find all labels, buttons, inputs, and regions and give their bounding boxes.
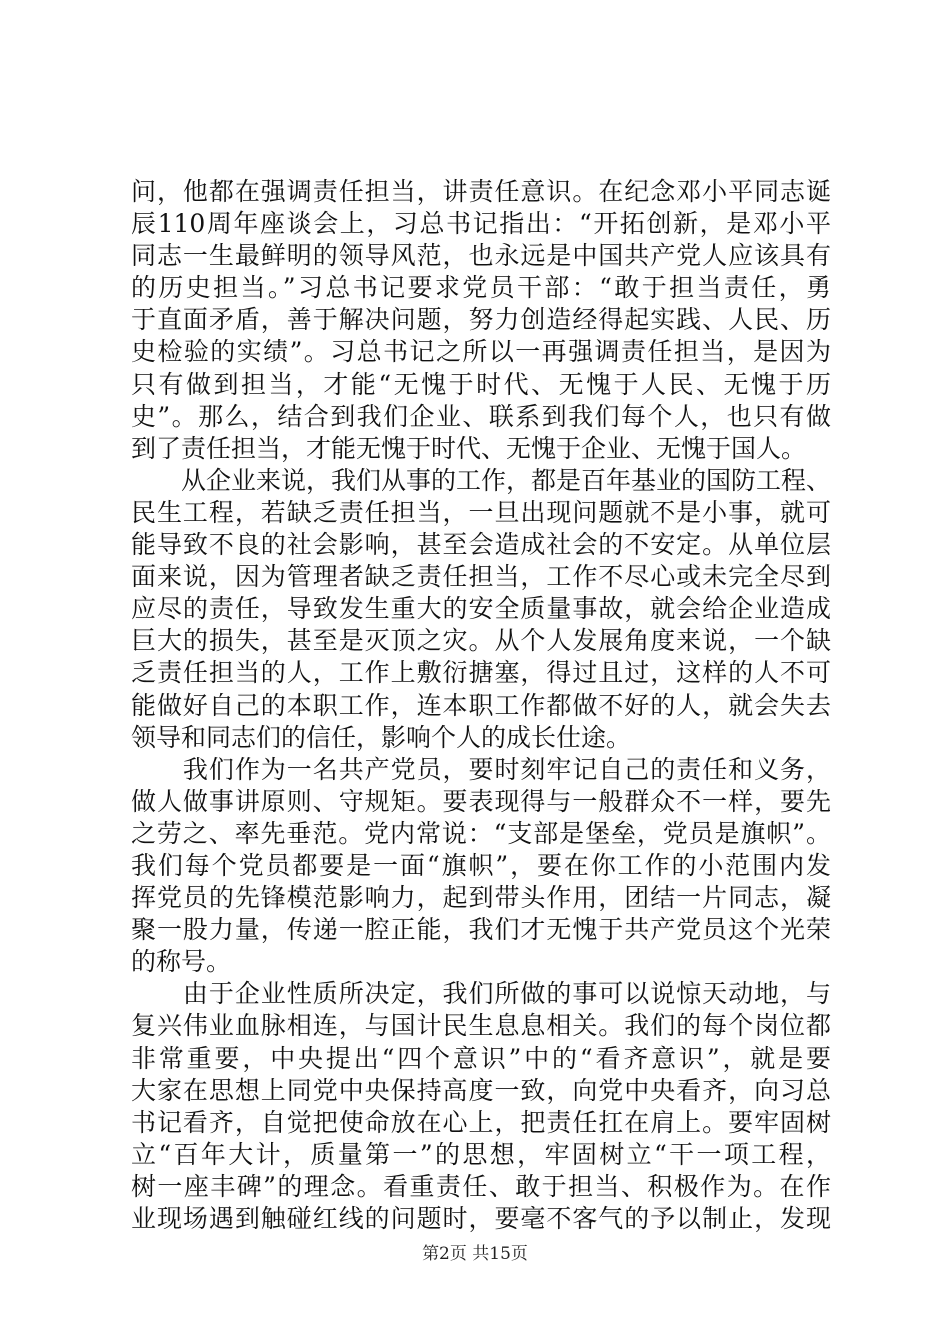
text-line: 的历史担当。”习总书记要求党员干部：“敢于担当责任，勇: [131, 273, 831, 303]
text-line: 能做好自己的本职工作，连本职工作都做不好的人，就会失去: [131, 690, 831, 720]
text-line: 我们作为一名共产党员，要时刻牢记自己的责任和义务，: [131, 754, 831, 784]
text-line: 应尽的责任，导致发生重大的安全质量事故，就会给企业造成: [131, 594, 831, 624]
text-line: 业现场遇到触碰红线的问题时，要毫不客气的予以制止，发现: [131, 1204, 831, 1233]
text-line: 于直面矛盾，善于解决问题，努力创造经得起实践、人民、历: [131, 305, 831, 335]
text-line: 只有做到担当，才能“无愧于时代、无愧于人民、无愧于历: [131, 369, 831, 399]
text-line: 复兴伟业血脉相连，与国计民生息息相关。我们的每个岗位都: [131, 1011, 831, 1041]
text-line: 树一座丰碑”的理念。看重责任、敢于担当、积极作为。在作: [131, 1171, 831, 1201]
text-line: 民生工程，若缺乏责任担当，一旦出现问题就不是小事，就可: [131, 497, 831, 527]
text-line: 非常重要，中央提出“四个意识”中的“看齐意识”，就是要: [131, 1043, 831, 1073]
text-line: 大家在思想上同党中央保持高度一致，向党中央看齐，向习总: [131, 1075, 831, 1105]
text-line: 挥党员的先锋模范影响力，起到带头作用，团结一片同志，凝: [131, 883, 831, 913]
text-line: 辰110周年座谈会上，习总书记指出：“开拓创新，是邓小平: [131, 209, 831, 239]
text-line: 聚一股力量，传递一腔正能，我们才无愧于共产党员这个光荣: [131, 915, 831, 945]
text-line: 史”。那么，结合到我们企业、联系到我们每个人，也只有做: [131, 401, 831, 431]
text-line: 由于企业性质所决定，我们所做的事可以说惊天动地，与: [131, 979, 831, 1009]
text-line: 同志一生最鲜明的领导风范，也永远是中国共产党人应该具有: [131, 241, 831, 271]
text-line: 书记看齐，自觉把使命放在心上，把责任扛在肩上。要牢固树: [131, 1107, 831, 1137]
text-line: 面来说，因为管理者缺乏责任担当，工作不尽心或未完全尽到: [131, 562, 831, 592]
body-text: [131, 176, 831, 1235]
text-line: 史检验的实绩”。习总书记之所以一再强调责任担当，是因为: [131, 337, 831, 367]
text-line: 做人做事讲原则、守规矩。要表现得与一般群众不一样，要先: [131, 786, 831, 816]
text-line: 巨大的损失，甚至是灭顶之灾。从个人发展角度来说，一个缺: [131, 626, 831, 656]
page-footer: 第2页 共15页: [422, 1244, 528, 1264]
text-line: 的称号。: [131, 947, 232, 977]
text-line: 从企业来说，我们从事的工作，都是百年基业的国防工程、: [131, 465, 831, 495]
text-line: 乏责任担当的人，工作上敷衍搪塞，得过且过，这样的人不可: [131, 658, 831, 688]
text-line: 之劳之、率先垂范。党内常说：“支部是堡垒，党员是旗帜”。: [131, 818, 831, 848]
text-line: 能导致不良的社会影响，甚至会造成社会的不安定。从单位层: [131, 530, 831, 560]
text-line: 问，他都在强调责任担当，讲责任意识。在纪念邓小平同志诞: [131, 177, 831, 206]
text-line: 我们每个党员都要是一面“旗帜”，要在你工作的小范围内发: [131, 850, 831, 880]
text-line: 立“百年大计，质量第一”的思想，牢固树立“干一项工程，: [131, 1139, 831, 1169]
text-line: 到了责任担当，才能无愧于时代、无愧于企业、无愧于国人。: [131, 433, 807, 463]
text-line: 领导和同志们的信任，影响个人的成长仕途。: [131, 722, 632, 752]
